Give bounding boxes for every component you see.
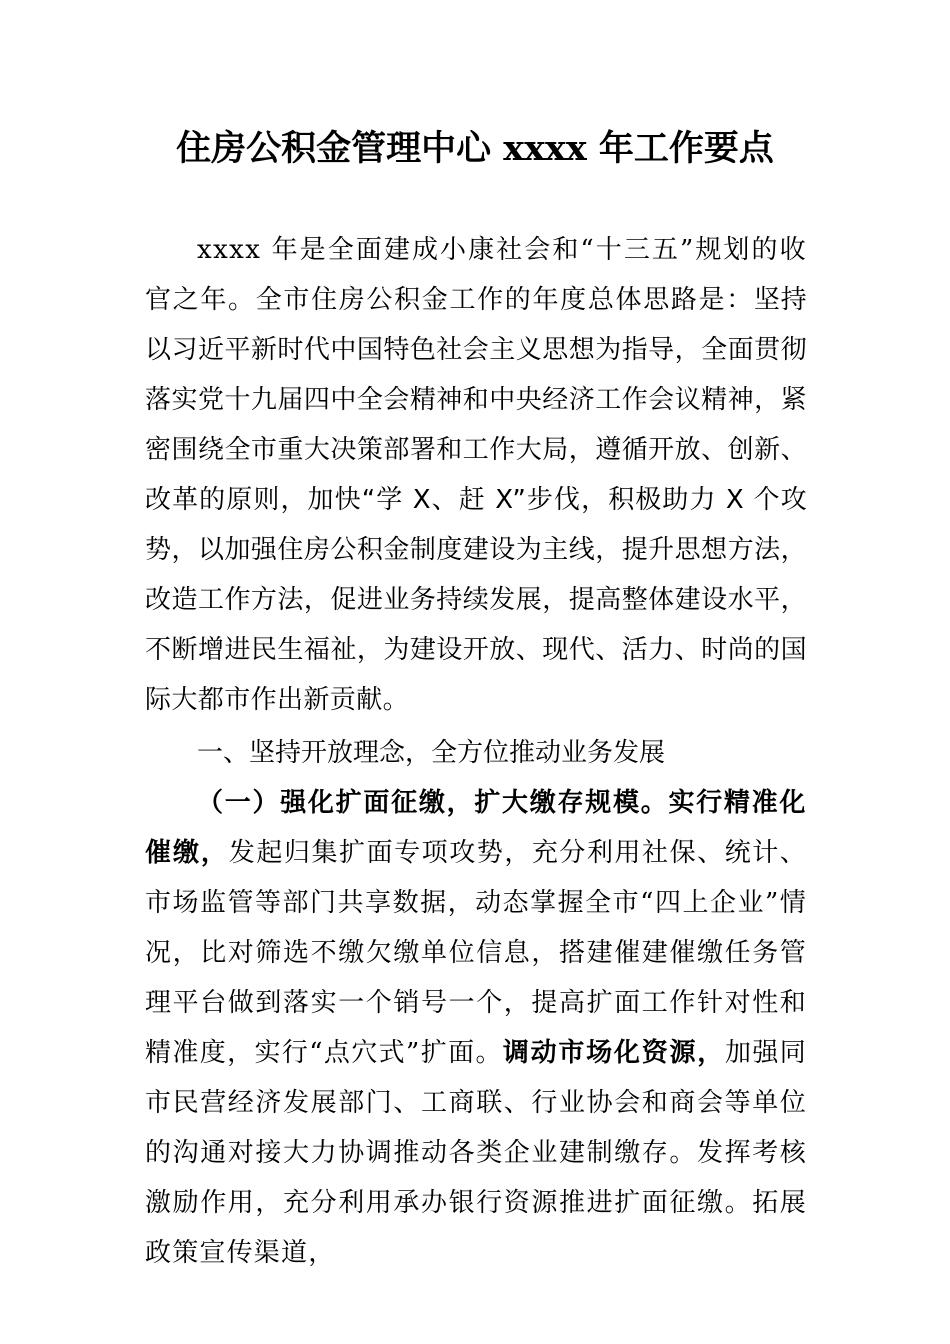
point1-title: 实行精准化催缴，	[145, 788, 807, 868]
intro-lead-text: xxxx 年是全面建成小康社会和“十三五”规划的收官之年。全市住房公积金工作的年度总体思路是：	[145, 235, 807, 315]
point2-title: 调动市场化资源，	[502, 1038, 726, 1068]
intro-paragraph	[145, 225, 807, 725]
point1-text: 发起归集扩面专项攻势，充分利用社保、统计、市场监管等部门共享数据，动态掌握全市“四上企业”情况，比对筛选不缴欠缴单位信息，搭建催建催缴任务管理平台做到落实一个销号一个，提高扩面工作针对性和精准度，实行“点穴式”扩面。	[145, 838, 807, 1068]
point2-text: 加强同市民营经济发展部门、工商联、行业协会和商会等单位的沟通对接大力协调推动各类企业建制缴存。发挥考核激励作用，充分利用承办银行资源推进扩面征缴。拓展政策宣传渠道，	[145, 1038, 807, 1268]
intro-body-text: 坚持以习近平新时代中国特色社会主义思想为指导，全面贯彻落实党十九届四中全会精神和中央经济工作会议精神，紧密围绕全市重大决策部署和工作大局，遵循开放、创新、改革的原则，加快“学 X、赶 X”步伐，积极助力 X 个攻势，以加强住房公积金制度建设为主线，提升思想方法，改造工作方法，促进业务持续发展，提高整体建设水平，不断增进民生福祉，为建设开放、现代、活力、时尚的国际大都市作出新贡献。	[145, 285, 807, 715]
subsection-heading: （一）强化扩面征缴，扩大缴存规模。	[197, 788, 669, 818]
subsection-paragraph	[145, 778, 807, 1278]
document-title: 住房公积金管理中心 xxxx 年工作要点	[176, 128, 774, 169]
section-heading: 一、坚持开放理念，全方位推动业务发展	[197, 738, 666, 768]
